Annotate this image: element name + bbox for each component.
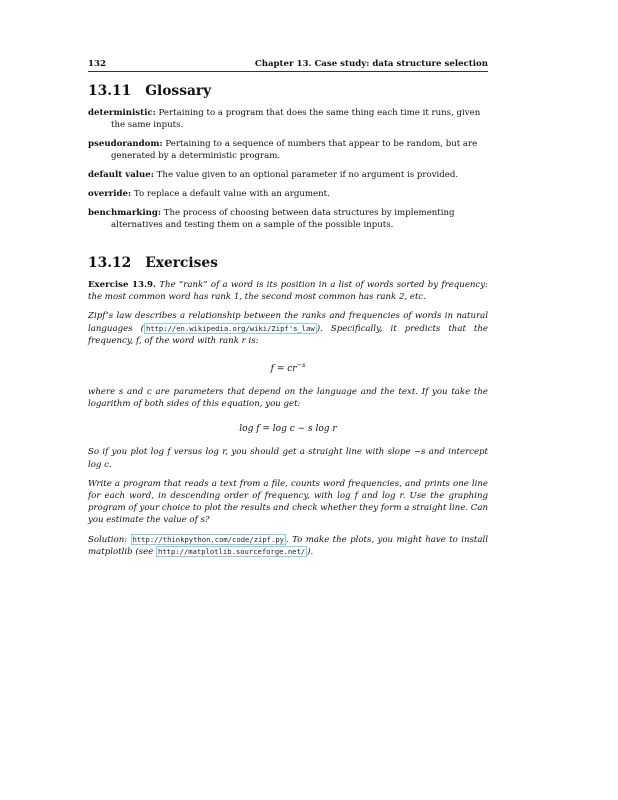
exercise-paragraph xyxy=(88,386,488,410)
exercise-text: Zipf’s law describes a relationship between the ranks and frequencies of words in natural languages ( xyxy=(88,311,488,334)
glossary-entry xyxy=(88,188,488,200)
exercise-paragraph xyxy=(88,534,488,558)
exercise-paragraph xyxy=(88,310,488,347)
page-content xyxy=(88,59,488,565)
exercise-text: Solution: xyxy=(88,534,131,545)
exercise-text: The “rank” of a word is its position in a list of words sorted by frequency: the most common word has rank 1, the second most common has rank 2, etc. xyxy=(88,280,488,303)
equation-log: log f = log c − s log r xyxy=(239,424,337,435)
glossary-entry xyxy=(88,138,488,162)
exercise-text: . To make the plots, you might have to install matplotlib (see xyxy=(88,534,488,557)
glossary-term: benchmarking: xyxy=(88,208,162,218)
exercise-paragraph xyxy=(88,279,488,303)
glossary-definition: To replace a default value with an argument. xyxy=(133,189,330,199)
exercises-heading xyxy=(88,255,488,271)
glossary-term: deterministic: xyxy=(88,108,156,118)
glossary-definition: The value given to an optional parameter if no argument is provided. xyxy=(156,170,459,180)
exercise-text: So if you plot log f versus log r, you should get a straight line with slope −s and intercept log c. xyxy=(88,447,488,470)
running-header xyxy=(88,59,488,72)
glossary-term: default value: xyxy=(88,170,154,180)
equation-base: f = cr xyxy=(270,364,297,375)
solution-link[interactable]: http://thinkpython.com/code/zipf.py xyxy=(132,534,284,544)
exercise-text: where s and c are parameters that depend on the language and the text. If you take the logarithm of both sides of this equation, you get: xyxy=(88,387,488,410)
glossary-entry xyxy=(88,207,488,231)
glossary-definition: Pertaining to a sequence of numbers that appear to be random, but are generated by a deterministic program. xyxy=(111,139,478,161)
glossary-entry xyxy=(88,169,488,181)
glossary-term: pseudorandom: xyxy=(88,139,163,149)
glossary-definition: Pertaining to a program that does the same thing each time it runs, given the same inputs. xyxy=(111,108,481,130)
chapter-title: Chapter 13. Case study: data structure selection xyxy=(254,59,488,69)
glossary-definition: The process of choosing between data structures by implementing alternatives and testing them on a sample of the possible inputs. xyxy=(111,208,455,230)
exercise-paragraph xyxy=(88,478,488,527)
section-number: 13.11 xyxy=(88,83,132,99)
section-number: 13.12 xyxy=(88,255,132,271)
glossary-heading xyxy=(88,83,488,99)
exercise-text: ). Specifically, it predicts that the frequency, f, of the word with rank r is: xyxy=(88,323,488,346)
exercise-text: ). xyxy=(307,546,314,557)
matplotlib-link[interactable]: http://matplotlib.sourceforge.net/ xyxy=(158,546,306,556)
exercise-text: Write a program that reads a text from a file, counts word frequencies, and prints one line for each word, in descending order of frequency, with log f and log r. Use the graphing program of your choice to plot the results and check whether they form a straight line. Can you estimate the value of s? xyxy=(88,478,488,526)
page-number: 132 xyxy=(88,59,106,69)
glossary-entry xyxy=(88,107,488,131)
equation-exponent: −s xyxy=(296,361,306,370)
wikipedia-link[interactable]: http://en.wikipedia.org/wiki/Zipf's_law xyxy=(145,323,315,333)
equation-zipf xyxy=(88,361,488,374)
glossary-term: override: xyxy=(88,189,132,199)
section-title: Glossary xyxy=(145,83,212,99)
exercise-paragraph xyxy=(88,446,488,470)
section-title: Exercises xyxy=(145,255,218,271)
exercise-label: Exercise 13.9. xyxy=(88,280,156,290)
